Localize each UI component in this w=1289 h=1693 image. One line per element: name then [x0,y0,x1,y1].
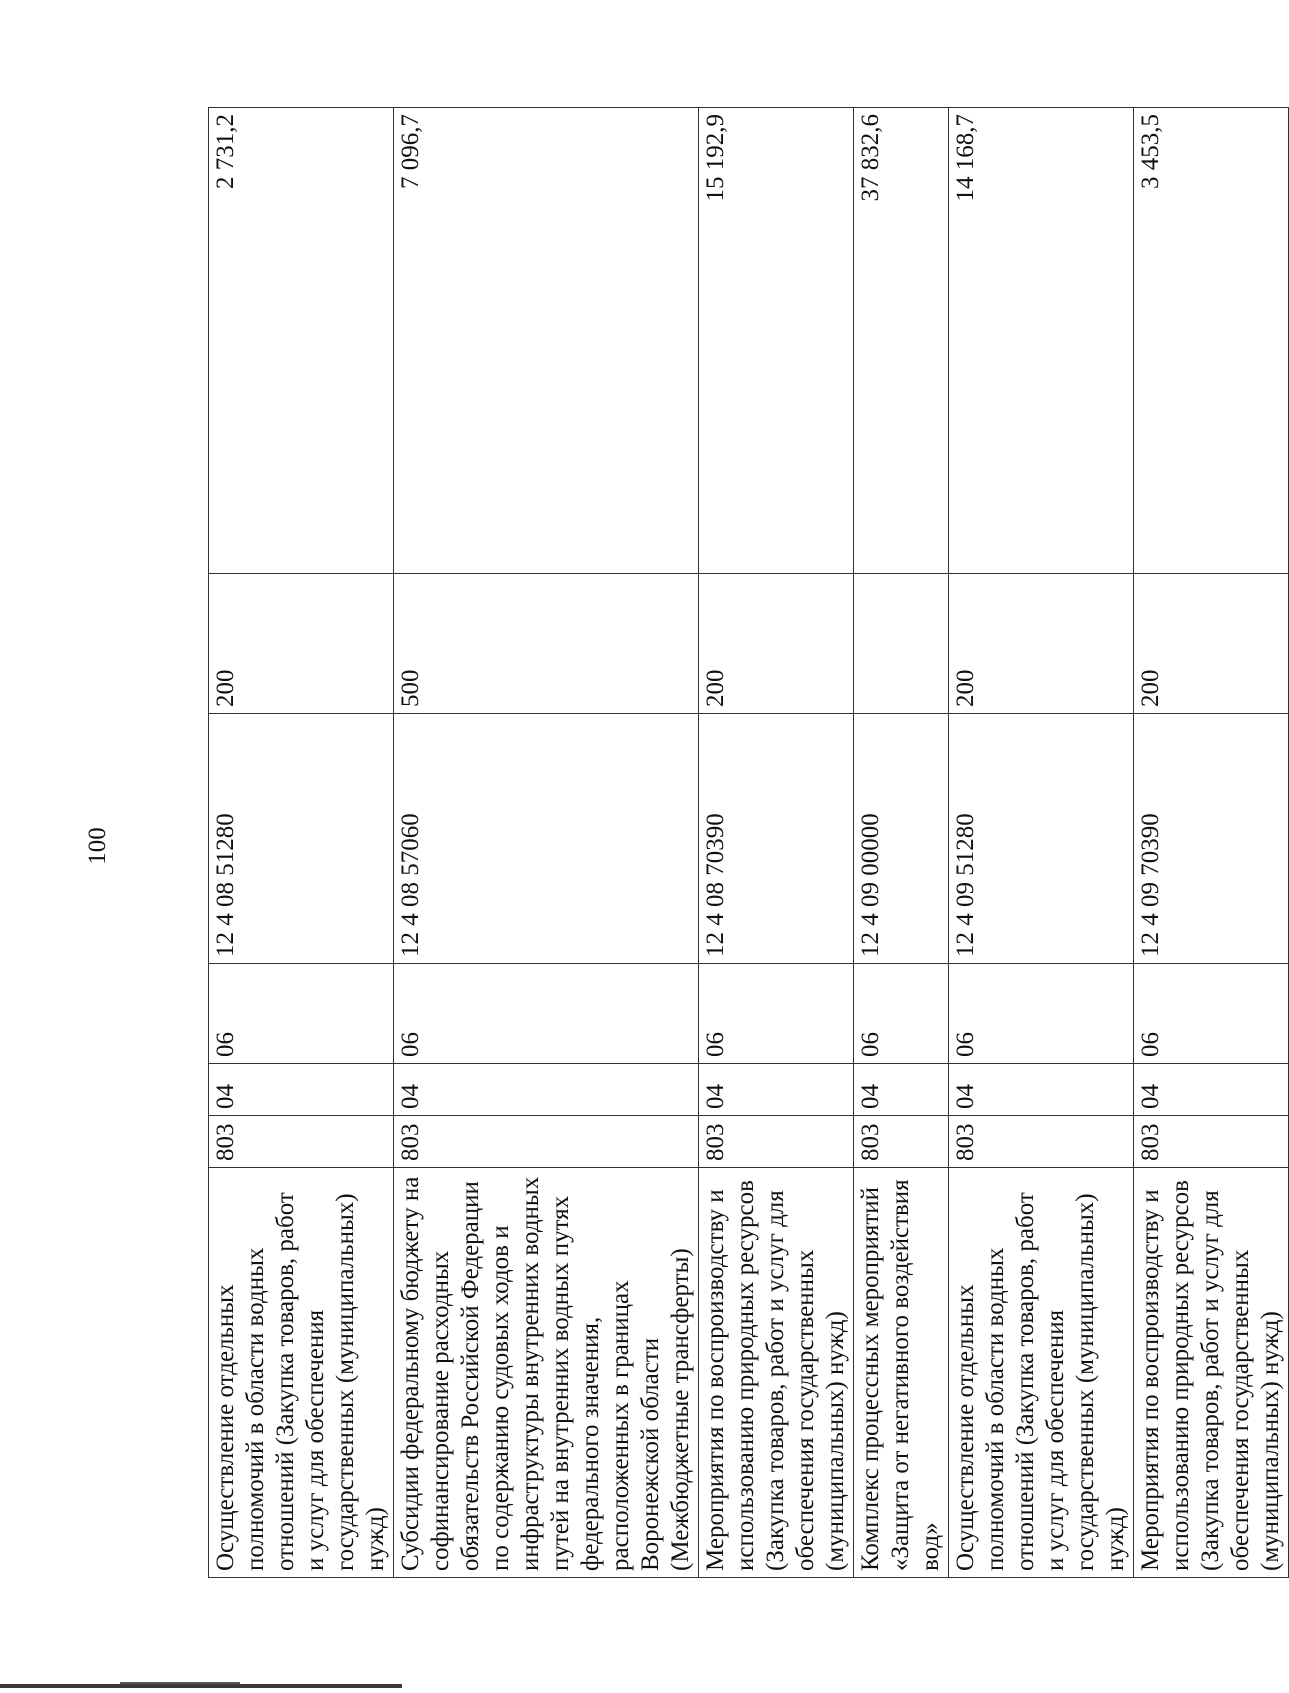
scan-edge-artifact [120,1682,240,1684]
table-row [699,108,854,1578]
rz-code: 04 [394,1064,699,1116]
page-number: 100 [84,827,111,865]
grbs-code: 803 [394,1116,699,1168]
table-row [854,108,949,1578]
grbs-code: 803 [949,1116,1134,1168]
pr-code: 06 [949,964,1134,1064]
pr-code: 06 [394,964,699,1064]
expense-name: Комплекс процессных мероприятий «Защита от негативного воздействия вод» [854,1168,949,1578]
table-row [949,108,1134,1578]
vr-code [854,574,949,714]
expense-name: Мероприятия по воспроизводству и использованию природных ресурсов (Закупка товаров, работ и услуг для обеспечения государственных (муниципальных) нужд) [1134,1168,1289,1578]
grbs-code: 803 [209,1116,394,1168]
amount: 2 731,2 [209,108,394,574]
rz-code: 04 [1134,1064,1289,1116]
amount: 7 096,7 [394,108,699,574]
rz-code: 04 [209,1064,394,1116]
expense-name: Осуществление отдельных полномочий в области водных отношений (Закупка товаров, работ и услуг для обеспечения государственных (муниципальных) нужд) [949,1168,1134,1578]
vr-code: 200 [209,574,394,714]
table-row [394,108,699,1578]
csr-code: 12 4 08 70390 [699,714,854,964]
expense-name: Мероприятия по воспроизводству и использованию природных ресурсов (Закупка товаров, работ и услуг для обеспечения государственных (муниципальных) нужд) [699,1168,854,1578]
rz-code: 04 [699,1064,854,1116]
rz-code: 04 [949,1064,1134,1116]
csr-code: 12 4 09 51280 [949,714,1134,964]
vr-code: 500 [394,574,699,714]
budget-table [208,107,1289,1578]
rz-code: 04 [854,1064,949,1116]
amount: 37 832,6 [854,108,949,574]
pr-code: 06 [854,964,949,1064]
vr-code: 200 [699,574,854,714]
table-row [1134,108,1289,1578]
amount: 14 168,7 [949,108,1134,574]
pr-code: 06 [699,964,854,1064]
csr-code: 12 4 09 70390 [1134,714,1289,964]
grbs-code: 803 [854,1116,949,1168]
table-row [209,108,394,1578]
amount: 15 192,9 [699,108,854,574]
csr-code: 12 4 08 51280 [209,714,394,964]
pr-code: 06 [209,964,394,1064]
csr-code: 12 4 09 00000 [854,714,949,964]
rotated-table-wrapper [208,108,1284,1578]
expense-name: Субсидии федеральному бюджету на софинансирование расходных обязательств Российской Федерации по содержанию судовых ходов и инфраструктуры внутренних водных путей на внутренних водных путях федерального значения, расположенных в границах Воронежской области (Межбюджетные трансферты) [394,1168,699,1578]
grbs-code: 803 [699,1116,854,1168]
vr-code: 200 [949,574,1134,714]
csr-code: 12 4 08 57060 [394,714,699,964]
scan-edge-artifact [0,1684,402,1688]
vr-code: 200 [1134,574,1289,714]
grbs-code: 803 [1134,1116,1289,1168]
pr-code: 06 [1134,964,1289,1064]
amount: 3 453,5 [1134,108,1289,574]
expense-name: Осуществление отдельных полномочий в области водных отношений (Закупка товаров, работ и услуг для обеспечения государственных (муниципальных) нужд) [209,1168,394,1578]
